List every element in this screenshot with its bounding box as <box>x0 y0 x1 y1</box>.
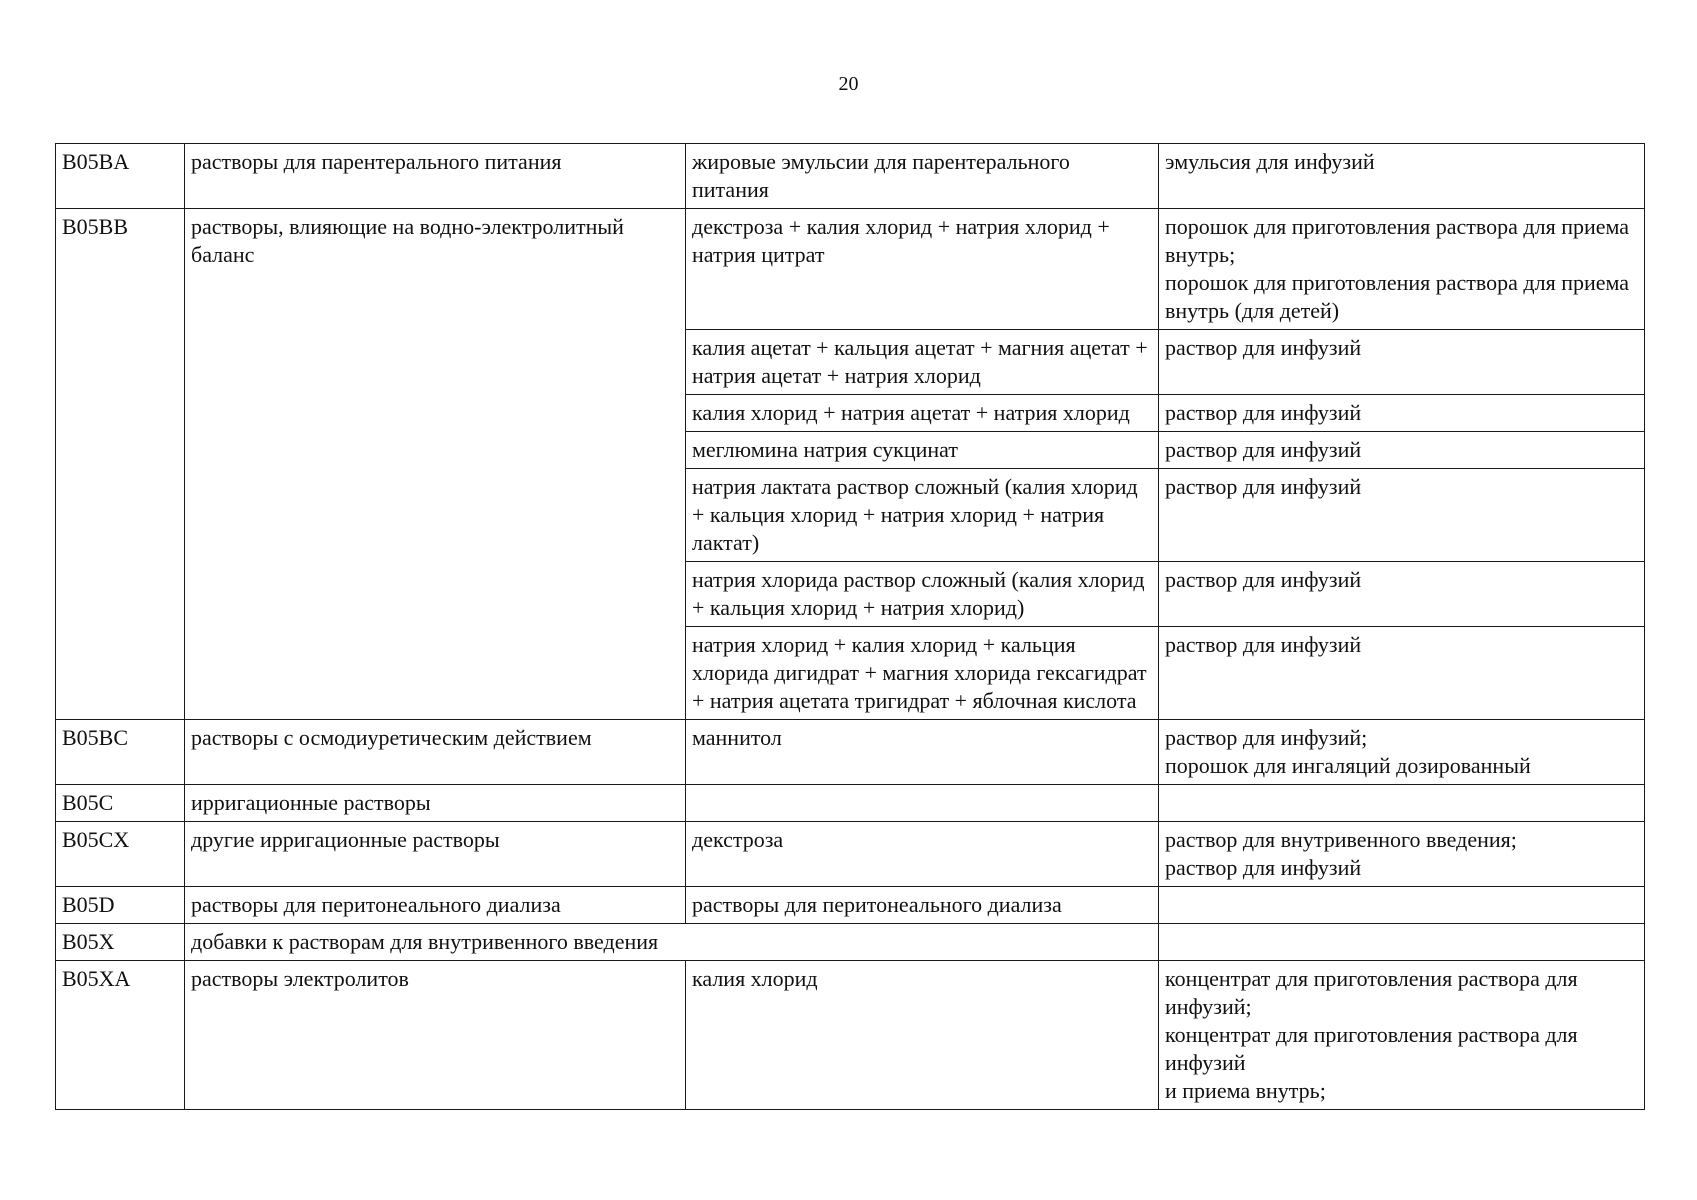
atc-code-cell: B05BB <box>56 209 185 720</box>
drug-name-cell: декстроза <box>686 822 1159 887</box>
drug-name-cell <box>686 785 1159 822</box>
drug-name-cell: декстроза + калия хлорид + натрия хлорид + натрия цитрат <box>686 209 1159 330</box>
atc-code-cell: B05C <box>56 785 185 822</box>
atc-group-cell: растворы для парентерального питания <box>185 144 686 209</box>
dosage-form-cell: раствор для инфузий <box>1159 395 1645 432</box>
dosage-form-cell <box>1159 785 1645 822</box>
drug-name-cell: маннитол <box>686 720 1159 785</box>
atc-group-cell: ирригационные растворы <box>185 785 686 822</box>
drug-name-cell: натрия лактата раствор сложный (калия хлорид + кальция хлорид + натрия хлорид + натрия лактат) <box>686 469 1159 562</box>
dosage-form-cell: раствор для инфузий; порошок для ингаляций дозированный <box>1159 720 1645 785</box>
dosage-form-cell: раствор для инфузий <box>1159 330 1645 395</box>
dosage-form-cell: концентрат для приготовления раствора для инфузий; концентрат для приготовления раствора для инфузий и приема внутрь; <box>1159 961 1645 1110</box>
dosage-form-cell: раствор для инфузий <box>1159 432 1645 469</box>
atc-group-cell: растворы электролитов <box>185 961 686 1110</box>
table-row <box>56 785 1645 822</box>
dosage-form-cell: раствор для инфузий <box>1159 627 1645 720</box>
drug-name-cell: натрия хлорида раствор сложный (калия хлорид + кальция хлорид + натрия хлорид) <box>686 562 1159 627</box>
table-row <box>56 144 1645 209</box>
dosage-form-cell <box>1159 887 1645 924</box>
drug-table <box>55 143 1645 1110</box>
atc-group-cell: растворы для перитонеального диализа <box>185 887 686 924</box>
dosage-form-cell: раствор для инфузий <box>1159 469 1645 562</box>
table-row <box>56 961 1645 1110</box>
atc-code-cell: B05BC <box>56 720 185 785</box>
dosage-form-cell: раствор для инфузий <box>1159 562 1645 627</box>
atc-group-cell: растворы, влияющие на водно-электролитный баланс <box>185 209 686 720</box>
atc-code-cell: B05XA <box>56 961 185 1110</box>
page-number: 20 <box>838 73 859 95</box>
drug-name-cell: меглюмина натрия сукцинат <box>686 432 1159 469</box>
table-row <box>56 209 1645 330</box>
table-row <box>56 887 1645 924</box>
table-row <box>56 924 1645 961</box>
drug-name-cell: калия хлорид + натрия ацетат + натрия хлорид <box>686 395 1159 432</box>
dosage-form-cell: раствор для внутривенного введения; раствор для инфузий <box>1159 822 1645 887</box>
atc-code-cell: B05CX <box>56 822 185 887</box>
dosage-form-cell: эмульсия для инфузий <box>1159 144 1645 209</box>
atc-code-cell: B05D <box>56 887 185 924</box>
atc-group-cell: растворы с осмодиуретическим действием <box>185 720 686 785</box>
drug-name-cell: жировые эмульсии для парентерального питания <box>686 144 1159 209</box>
table-row <box>56 720 1645 785</box>
dosage-form-cell <box>1159 924 1645 961</box>
dosage-form-cell: порошок для приготовления раствора для приема внутрь; порошок для приготовления раствора для приема внутрь (для детей) <box>1159 209 1645 330</box>
drug-name-cell: растворы для перитонеального диализа <box>686 887 1159 924</box>
drug-name-cell: натрия хлорид + калия хлорид + кальция хлорида дигидрат + магния хлорида гексагидрат + натрия ацетата тригидрат + яблочная кислота <box>686 627 1159 720</box>
table-row <box>56 822 1645 887</box>
atc-group-cell: добавки к растворам для внутривенного введения <box>185 924 1159 961</box>
drug-name-cell: калия хлорид <box>686 961 1159 1110</box>
atc-group-cell: другие ирригационные растворы <box>185 822 686 887</box>
atc-code-cell: B05X <box>56 924 185 961</box>
drug-name-cell: калия ацетат + кальция ацетат + магния ацетат + натрия ацетат + натрия хлорид <box>686 330 1159 395</box>
atc-code-cell: B05BA <box>56 144 185 209</box>
